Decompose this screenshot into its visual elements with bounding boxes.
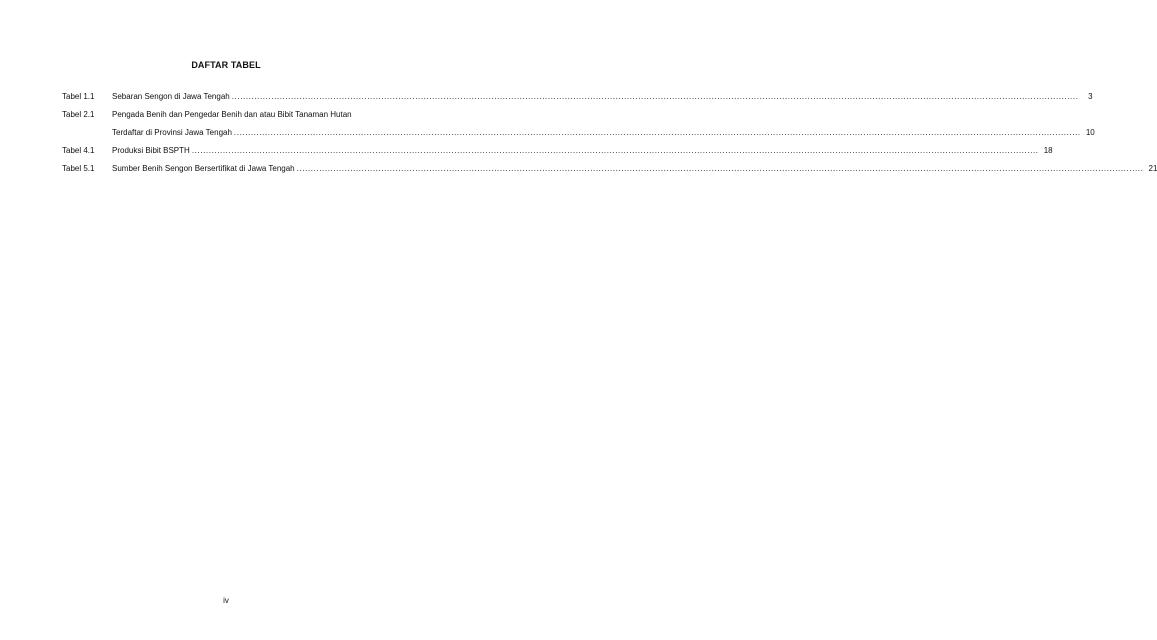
table-list-item — [62, 91, 1093, 102]
table-caption: Pengada Benih dan Pengedar Benih dan atau Bibit Tanaman Hutan — [112, 110, 352, 119]
table-caption: Sebaran Sengon di Jawa Tengah — [112, 92, 230, 101]
table-page-number: 3 — [1088, 92, 1093, 101]
table-page-number: 21 — [1148, 164, 1157, 173]
table-caption: Sumber Benih Sengon Bersertifikat di Jawa Tengah — [112, 164, 295, 173]
table-page-number: 18 — [1043, 146, 1053, 155]
dot-leader: ............................................................................................................................................................................................................................................................................................................ — [231, 92, 1079, 101]
table-caption: Produksi Bibit BSPTH — [112, 146, 190, 155]
table-number: Tabel 1.1 — [62, 92, 95, 101]
table-page-number: 10 — [1085, 128, 1095, 137]
table-list-item — [62, 163, 1157, 174]
page-title: DAFTAR TABEL — [191, 60, 261, 70]
table-list-item — [62, 109, 1095, 138]
table-entry-body — [112, 163, 1157, 174]
dot-leader: ............................................................................................................................................................................................................................................................................................................ — [233, 128, 1081, 137]
table-entry-line — [112, 163, 1157, 174]
footer-page-number: iv — [223, 596, 229, 605]
table-entry-body — [112, 109, 1095, 138]
table-caption: Terdaftar di Provinsi Jawa Tengah — [112, 128, 232, 137]
table-entry-line — [112, 127, 1095, 138]
table-entry-body — [112, 91, 1093, 102]
table-list-item — [62, 145, 1053, 156]
table-number: Tabel 5.1 — [62, 164, 95, 173]
table-entry-line — [112, 109, 404, 120]
dot-leader: ............................................................................................................................................................................................................................................................................................................ — [296, 164, 1144, 173]
dot-leader: ............................................................................................................................................................................................................................................................................................................ — [191, 146, 1039, 155]
table-number: Tabel 2.1 — [62, 110, 95, 119]
table-entry-line — [112, 145, 1053, 156]
table-entry-line — [112, 91, 1093, 102]
table-number: Tabel 4.1 — [62, 146, 95, 155]
table-list — [62, 91, 1157, 181]
table-entry-body — [112, 145, 1053, 156]
